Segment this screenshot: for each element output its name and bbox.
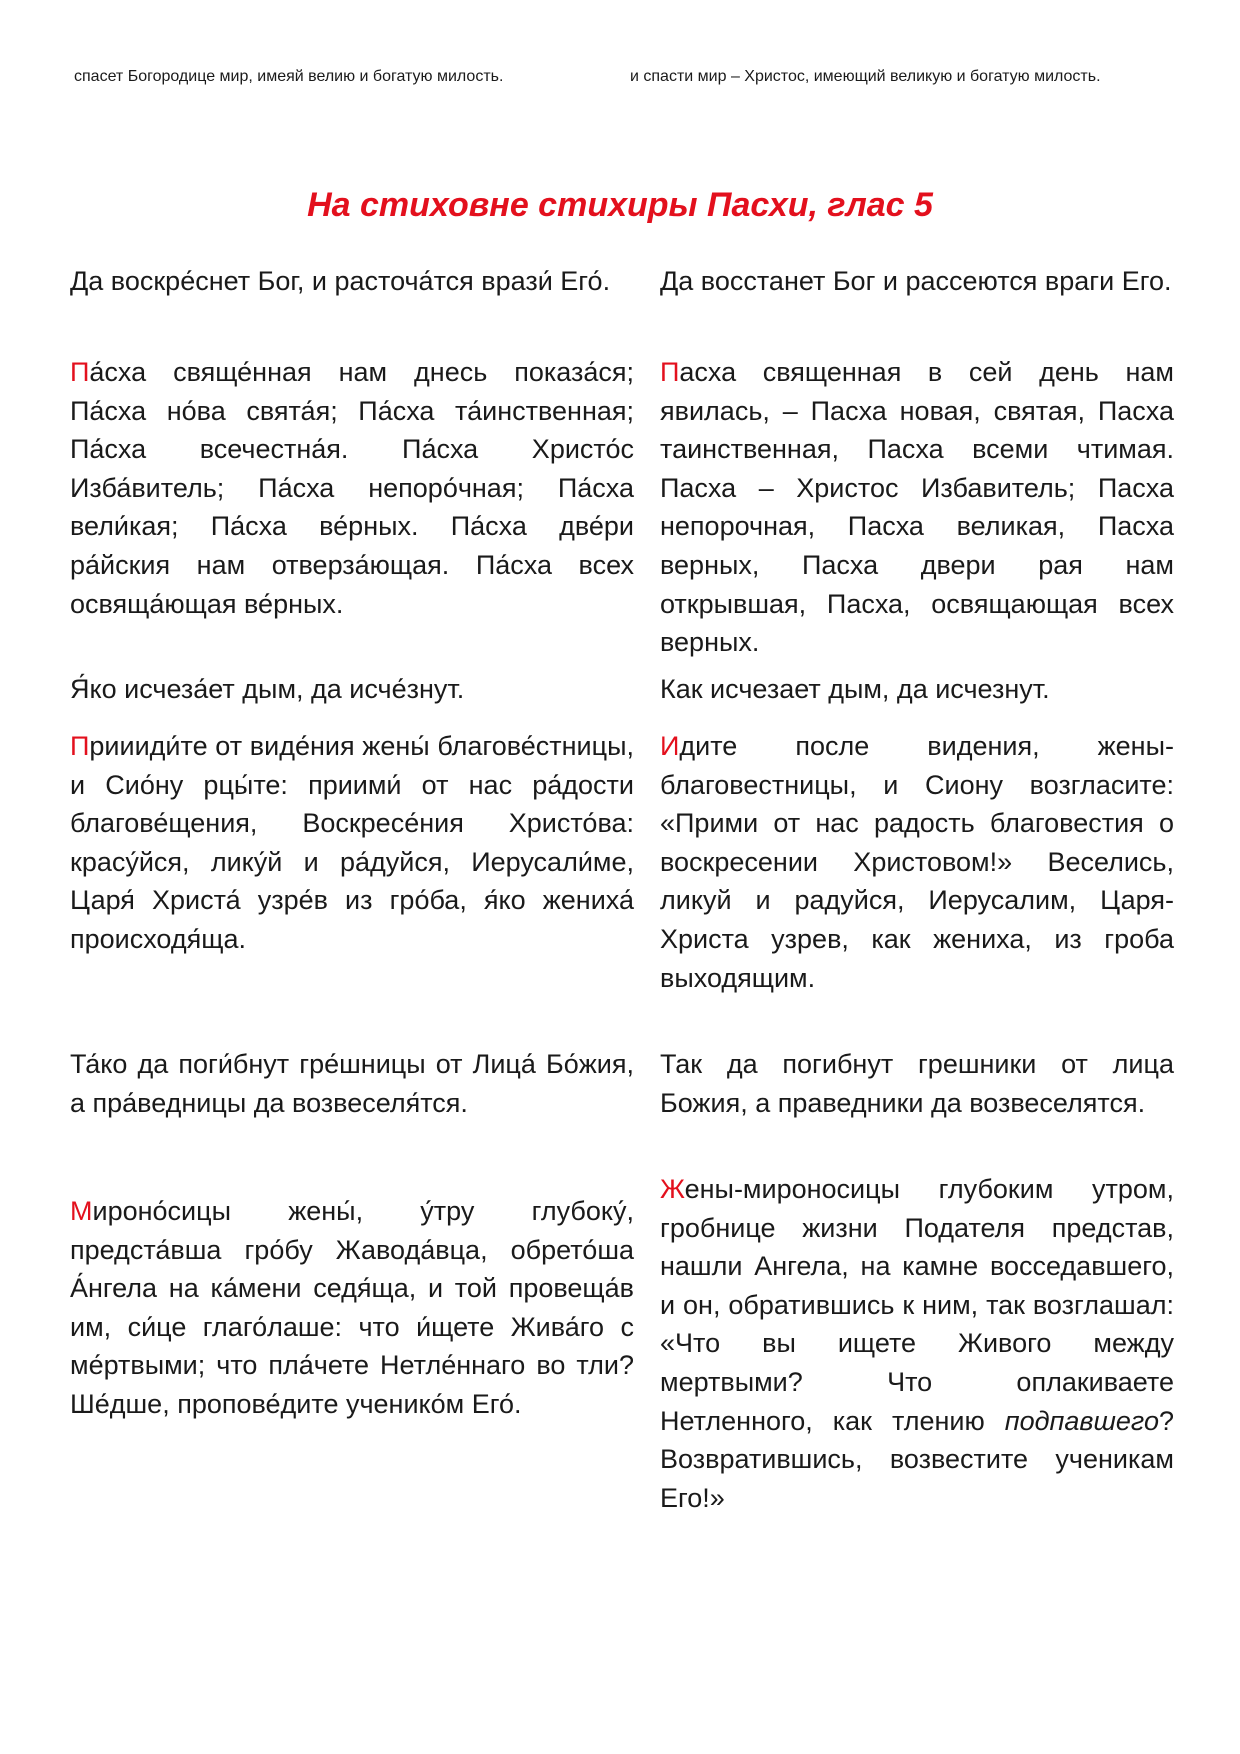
verse-section-6: [70, 1170, 1174, 1517]
stichera-text: а́сха свяще́нная нам днесь показа́ся; Па́сха но́ва свята́я; Па́сха та́инственная; Па́сха всечестна́я. Па́сха Христо́с Изба́витель; Па́сха непоро́чная; Па́сха вели́кая; Па́сха ве́рных. Па́сха две́ри ра́йския нам отверза́ющая. Па́сха всех освяща́ющая ве́рных.: [70, 357, 634, 619]
verse-2-church-slavonic: [70, 670, 634, 709]
top-left-text: спасет Богородице мир, имеяй велию и богатую милость.: [74, 68, 504, 85]
verse-section-2: [70, 353, 1174, 662]
section-title: На стиховне стихиры Пасхи, глас 5: [307, 186, 933, 224]
verse-section-5: [70, 1045, 1174, 1122]
verse-text: Та́ко да поги́бнут гре́шницы от Лица́ Бо́жия, а пра́ведницы да возвеселя́тся.: [70, 1049, 634, 1118]
verse-text: Я́ко исчеза́ет дым, да исче́знут.: [70, 674, 465, 704]
verse-text: Как исчезает дым, да исчезнут.: [660, 674, 1050, 704]
red-initial: Ж: [660, 1174, 685, 1204]
red-initial: И: [660, 731, 680, 761]
verse-3-russian: [660, 1045, 1174, 1122]
verse-section-1: [70, 262, 1174, 301]
stichera-2-russian: [660, 727, 1174, 997]
red-initial: П: [70, 357, 90, 387]
top-left-column: [74, 68, 614, 86]
verse-1-russian: [660, 262, 1174, 301]
stichera-text: асха священная в сей день нам явилась, – Пасха новая, святая, Пасха таинственная, Пасха всеми чтимая. Пасха – Христос Избавитель; Пасха непорочная, Пасха великая, Пасха верных, Пасха двери рая нам открывшая, Пасха, освящающая всех верных.: [660, 357, 1174, 658]
stichera-text: риииди́те от виде́ния жены́ благове́стницы, и Сио́ну рцы́те: приими́ от нас ра́дости благове́щения, Воскресе́ния Христо́ва: красу́йся, лику́й и ра́дуйся, Иерусали́ме, Царя́ Христа́ узре́в из гро́ба, я́ко жениха́ происходя́ща.: [70, 731, 634, 954]
red-initial: П: [660, 357, 680, 387]
stichera-3-russian: [660, 1170, 1174, 1517]
red-initial: М: [70, 1196, 93, 1226]
top-right-text: и спасти мир – Христос, имеющий великую и богатую милость.: [630, 68, 1101, 85]
verse-text: Да воскре́снет Бог, и расточа́тся врази́ Его́.: [70, 266, 611, 296]
verse-2-russian: [660, 670, 1174, 709]
red-initial: П: [70, 731, 90, 761]
stichera-text-end: ? Возвратившись, возвестите ученикам Его!»: [660, 1405, 1174, 1513]
verse-section-3: [70, 670, 1174, 709]
verse-section-4: [70, 727, 1174, 997]
stichera-1-russian: [660, 353, 1174, 662]
verse-text: Да восстанет Бог и рассеются враги Его.: [660, 266, 1172, 296]
stichera-3-church-slavonic: [70, 1192, 634, 1424]
verse-1-church-slavonic: [70, 262, 634, 301]
verse-text: Так да погибнут грешники от лица Божия, а праведники да возвеселятся.: [660, 1049, 1174, 1118]
italic-word: подпавшего: [1004, 1405, 1159, 1436]
top-right-column: [630, 68, 1170, 86]
stichera-text: ены-мироносицы глубоким утром, гробнице жизни Подателя представ, нашли Ангела, на камне восседавшего, и он, обратившись к ним, так возглашал: «Что вы ищете Живого между мертвыми? Что оплакиваете Нетленного, как тлению: [660, 1174, 1174, 1436]
stichera-2-church-slavonic: [70, 727, 634, 997]
top-continuation: [74, 68, 1170, 86]
stichera-text: дите после видения, жены-благовестницы, и Сиону возгласите: «Прими от нас радость благовестия о воскресении Христовом!» Веселись, ликуй и радуйся, Иерусалим, Царя-Христа узрев, как жениха, из гроба выходящим.: [660, 731, 1174, 993]
stichera-text: ироно́сицы жены́, у́тру глубоку́, предста́вша гро́бу Жавода́вца, обрето́ша А́нгела на ка́мени седя́ща, и той провеща́в им, си́це глаго́лаше: что и́щете Жива́го с ме́ртвыми; что пла́чете Нетле́ннаго во тли? Ше́дше, пропове́дите ученико́м Его́.: [70, 1196, 634, 1419]
stichera-1-church-slavonic: [70, 353, 634, 662]
verse-3-church-slavonic: [70, 1045, 634, 1122]
